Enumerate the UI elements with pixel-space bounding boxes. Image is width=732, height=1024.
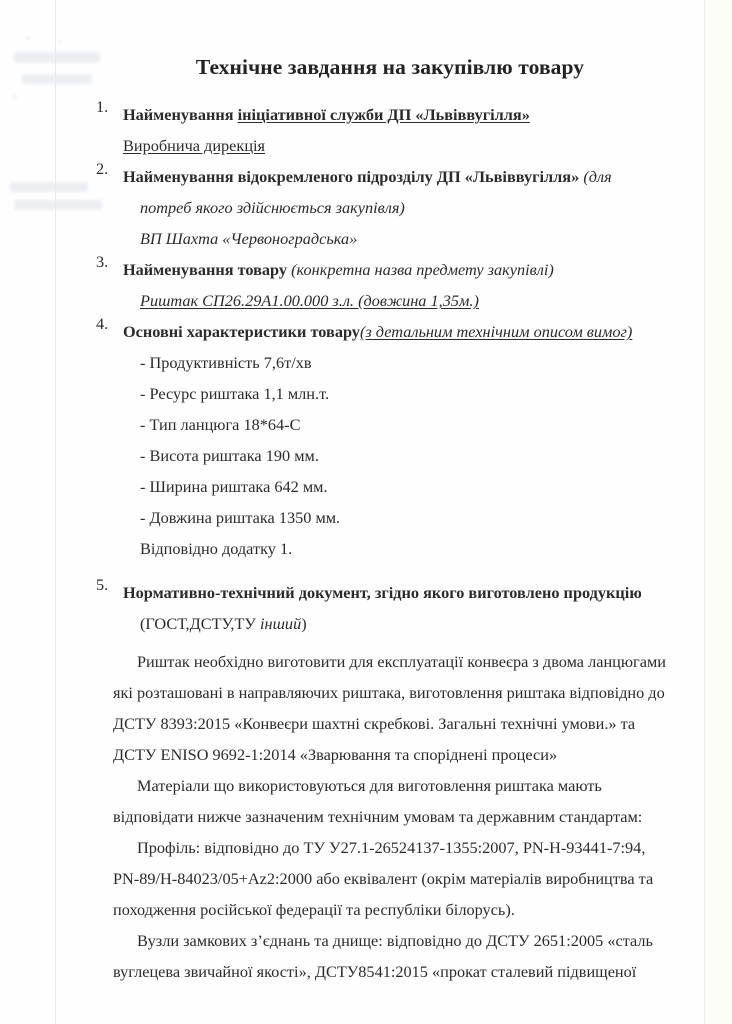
paragraph-line: ДСТУ ENISO 9692-1:2014 «Зварювання та споріднені процеси» xyxy=(113,745,558,764)
list-item-1-heading-bold: Найменування xyxy=(123,105,238,124)
appendix-note: Відповідно додатку 1. xyxy=(140,539,293,558)
list-item-5-heading-bold: Нормативно-технічний документ, згідно якого виготовлено продукцію xyxy=(123,583,642,602)
spacer xyxy=(96,80,684,99)
list-item-2-heading-bold: Найменування відокремленого підрозділу ДП «Львіввугілля» xyxy=(123,167,584,186)
list-item-5 xyxy=(96,577,684,639)
paragraph-line: PN-89/H-84023/05+Az2:2000 або еквівалент (окрім матеріалів виробництва та xyxy=(113,869,654,888)
paragraph-production-requirements xyxy=(96,646,684,770)
paragraph-line: вуглецева звичайної якості», ДСТУ8541:2015 «прокат сталевий підвищеної xyxy=(113,962,637,981)
list-item-2-note-line1: (для xyxy=(583,167,612,186)
list-item-4-heading xyxy=(123,316,684,347)
requirements-list xyxy=(96,99,684,639)
list-item-2-note-line2: потреб якого здійснюється закупівля) xyxy=(140,198,405,217)
list-item-4-number: 4. xyxy=(96,314,109,333)
list-item-4-heading-bold: Основні характеристики товару xyxy=(123,322,360,341)
list-item-5-subnote-row xyxy=(123,608,684,639)
spec-line: - Довжина риштака 1350 мм. xyxy=(140,508,341,527)
list-item-5-subnote-regular: (ГОСТ,ДСТУ,ТУ xyxy=(140,614,261,633)
list-item-2-heading xyxy=(123,161,684,192)
paragraph-materials xyxy=(96,770,684,832)
paragraph-line: які розташовані в направляючих риштака, виготовлення риштака відповідно до xyxy=(113,683,665,702)
spec-line: - Продуктивність 7,6т/хв xyxy=(140,353,312,372)
list-item-3-answer: Риштак СП26.29А1.00.000 з.л. (довжина 1,35м.) xyxy=(140,291,479,310)
list-item-2-answer-row xyxy=(123,223,684,254)
paragraph-line: Матеріали що використовуються для виготовлення риштака мають xyxy=(137,776,602,795)
paragraph-line: відповідати нижче зазначеним технічним умовам та державним стандартам: xyxy=(113,807,643,826)
paragraph-line: Риштак необхідно виготовити для експлуатації конвеєра з двома ланцюгами xyxy=(137,652,666,671)
list-item-3-heading-bold: Найменування товару xyxy=(123,260,292,279)
paragraph-lock-joints-standards xyxy=(96,925,684,987)
list-item-3-note: (конкретна назва предмету закупівлі) xyxy=(291,260,554,279)
list-item-2-note-line2-row xyxy=(123,192,684,223)
list-item-2 xyxy=(96,161,684,254)
list-item-1-answer-line xyxy=(123,130,684,161)
list-item-2-answer: ВП Шахта «Червоноградська» xyxy=(140,229,358,248)
paragraph-line: походження російської федерації та республіки білорусь). xyxy=(113,900,515,919)
list-item-1-answer: Виробнича дирекція xyxy=(123,136,266,155)
page-title: Технічне завдання на закупівлю товару xyxy=(195,55,585,79)
paragraph-line: Вузли замкових з’єднань та днище: відповідно до ДСТУ 2651:2005 «сталь xyxy=(137,931,653,950)
spacer xyxy=(96,564,684,577)
paragraph-line: Профіль: відповідно до ТУ У27.1-26524137-1355:2007, PN-H-93441-7:94, xyxy=(137,838,646,857)
list-item-1 xyxy=(96,99,684,161)
list-item-3-answer-row xyxy=(123,285,684,316)
list-item-1-heading xyxy=(123,99,684,130)
list-item-5-subnote-italic: інший xyxy=(260,614,302,633)
spec-line: - Ширина риштака 642 мм. xyxy=(140,477,328,496)
list-item-1-heading-underlined: ініціативної служби ДП «Львіввугілля» xyxy=(237,105,530,124)
list-item-3-number: 3. xyxy=(96,252,109,271)
list-item-4 xyxy=(96,316,684,564)
paragraph-line: ДСТУ 8393:2015 «Конвеєри шахтні скребкові. Загальні технічні умови.» та xyxy=(113,714,636,733)
spec-line: - Висота риштака 190 мм. xyxy=(140,446,319,465)
list-item-2-number: 2. xyxy=(96,159,109,178)
paragraph-profile-standards xyxy=(96,832,684,925)
list-item-3-heading xyxy=(123,254,684,285)
specifications-list xyxy=(123,347,684,564)
spec-line: - Ресурс риштака 1,1 млн.т. xyxy=(140,384,330,403)
list-item-1-number: 1. xyxy=(96,97,109,116)
list-item-5-heading xyxy=(123,577,684,608)
list-item-3 xyxy=(96,254,684,316)
spec-line: - Тип ланцюга 18*64-С xyxy=(140,415,301,434)
list-item-5-subnote-close: ) xyxy=(301,614,307,633)
list-item-5-number: 5. xyxy=(96,575,109,594)
spacer xyxy=(96,639,684,646)
list-item-4-note: (з детальним технічним описом вимог) xyxy=(359,322,633,341)
